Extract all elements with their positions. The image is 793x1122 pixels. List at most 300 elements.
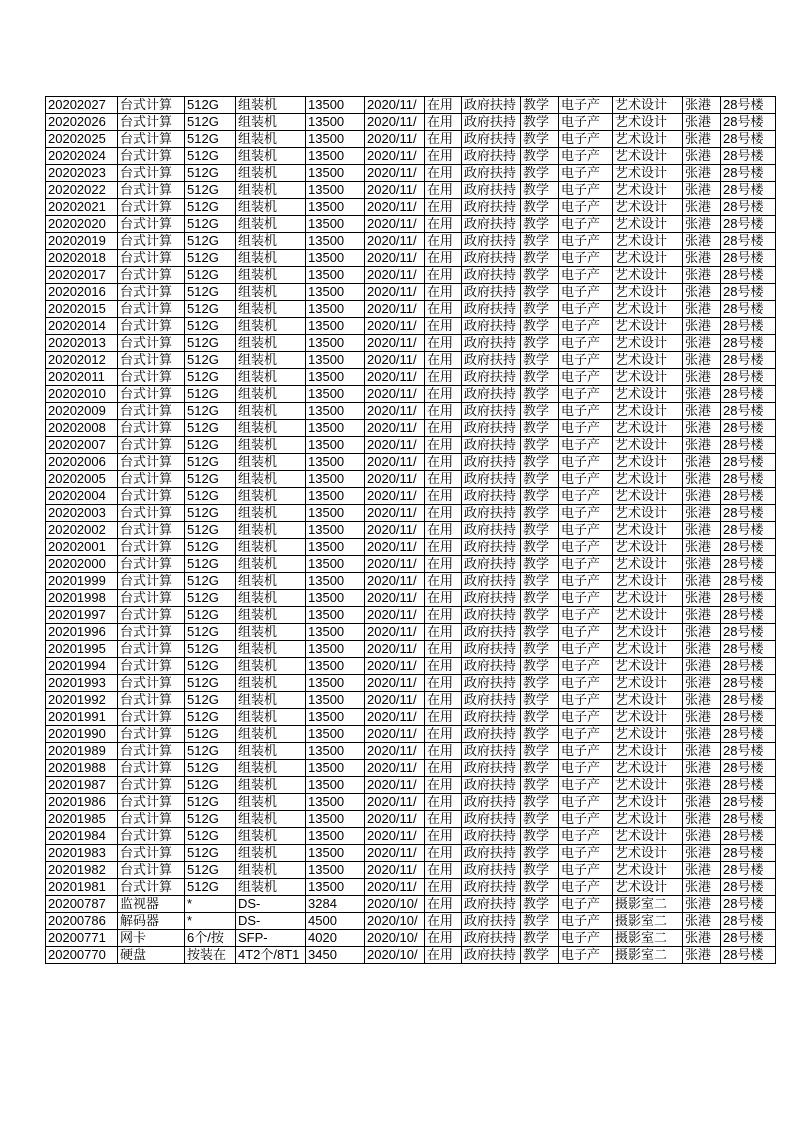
location-cell: 28号楼 [721, 165, 776, 182]
asset-id-cell: 20202020 [46, 216, 118, 233]
custodian-cell: 张港 [683, 573, 721, 590]
table-row [46, 114, 776, 131]
department-cell: 艺术设计 [613, 318, 683, 335]
usage-cell: 教学 [521, 641, 559, 658]
status-cell: 在用 [425, 828, 462, 845]
funding-source-cell: 政府扶持 [462, 335, 521, 352]
asset-id-cell: 20201989 [46, 743, 118, 760]
status-cell: 在用 [425, 454, 462, 471]
funding-source-cell: 政府扶持 [462, 573, 521, 590]
purchase-date-cell: 2020/10/ [365, 930, 425, 947]
location-cell: 28号楼 [721, 522, 776, 539]
spec-cell: 512G [185, 352, 236, 369]
funding-source-cell: 政府扶持 [462, 692, 521, 709]
category-cell: 电子产 [559, 539, 613, 556]
spec-cell: 512G [185, 811, 236, 828]
location-cell: 28号楼 [721, 675, 776, 692]
status-cell: 在用 [425, 947, 462, 964]
asset-name-cell: 台式计算 [118, 403, 185, 420]
price-cell: 13500 [306, 114, 365, 131]
department-cell: 艺术设计 [613, 811, 683, 828]
custodian-cell: 张港 [683, 131, 721, 148]
table-row [46, 267, 776, 284]
asset-id-cell: 20202004 [46, 488, 118, 505]
spec-cell: 512G [185, 386, 236, 403]
usage-cell: 教学 [521, 505, 559, 522]
usage-cell: 教学 [521, 216, 559, 233]
table-row [46, 165, 776, 182]
asset-name-cell: 台式计算 [118, 420, 185, 437]
purchase-date-cell: 2020/11/ [365, 845, 425, 862]
asset-id-cell: 20202017 [46, 267, 118, 284]
price-cell: 13500 [306, 318, 365, 335]
asset-id-cell: 20201991 [46, 709, 118, 726]
custodian-cell: 张港 [683, 930, 721, 947]
model-cell: 组装机 [236, 624, 306, 641]
model-cell: 组装机 [236, 777, 306, 794]
status-cell: 在用 [425, 199, 462, 216]
purchase-date-cell: 2020/11/ [365, 488, 425, 505]
model-cell: SFP- [236, 930, 306, 947]
price-cell: 13500 [306, 182, 365, 199]
asset-name-cell: 台式计算 [118, 182, 185, 199]
department-cell: 艺术设计 [613, 216, 683, 233]
status-cell: 在用 [425, 131, 462, 148]
funding-source-cell: 政府扶持 [462, 131, 521, 148]
model-cell: 组装机 [236, 114, 306, 131]
status-cell: 在用 [425, 403, 462, 420]
custodian-cell: 张港 [683, 97, 721, 114]
custodian-cell: 张港 [683, 777, 721, 794]
usage-cell: 教学 [521, 284, 559, 301]
department-cell: 艺术设计 [613, 182, 683, 199]
asset-name-cell: 台式计算 [118, 216, 185, 233]
asset-name-cell: 台式计算 [118, 335, 185, 352]
price-cell: 13500 [306, 607, 365, 624]
spec-cell: 512G [185, 199, 236, 216]
model-cell: 组装机 [236, 454, 306, 471]
price-cell: 3450 [306, 947, 365, 964]
spec-cell: 512G [185, 318, 236, 335]
custodian-cell: 张港 [683, 862, 721, 879]
table-row [46, 437, 776, 454]
funding-source-cell: 政府扶持 [462, 811, 521, 828]
spec-cell: 512G [185, 692, 236, 709]
custodian-cell: 张港 [683, 947, 721, 964]
price-cell: 13500 [306, 216, 365, 233]
asset-id-cell: 20202000 [46, 556, 118, 573]
usage-cell: 教学 [521, 250, 559, 267]
status-cell: 在用 [425, 675, 462, 692]
status-cell: 在用 [425, 726, 462, 743]
category-cell: 电子产 [559, 658, 613, 675]
asset-id-cell: 20201987 [46, 777, 118, 794]
status-cell: 在用 [425, 148, 462, 165]
asset-name-cell: 监视器 [118, 896, 185, 913]
asset-id-cell: 20200786 [46, 913, 118, 930]
price-cell: 13500 [306, 641, 365, 658]
asset-name-cell: 台式计算 [118, 488, 185, 505]
status-cell: 在用 [425, 539, 462, 556]
asset-id-cell: 20201983 [46, 845, 118, 862]
usage-cell: 教学 [521, 794, 559, 811]
purchase-date-cell: 2020/11/ [365, 369, 425, 386]
usage-cell: 教学 [521, 777, 559, 794]
asset-name-cell: 台式计算 [118, 760, 185, 777]
table-row [46, 930, 776, 947]
table-row [46, 828, 776, 845]
location-cell: 28号楼 [721, 811, 776, 828]
price-cell: 13500 [306, 301, 365, 318]
table-row [46, 522, 776, 539]
status-cell: 在用 [425, 420, 462, 437]
spec-cell: 512G [185, 726, 236, 743]
price-cell: 3284 [306, 896, 365, 913]
department-cell: 艺术设计 [613, 760, 683, 777]
category-cell: 电子产 [559, 879, 613, 896]
funding-source-cell: 政府扶持 [462, 624, 521, 641]
funding-source-cell: 政府扶持 [462, 471, 521, 488]
status-cell: 在用 [425, 233, 462, 250]
asset-id-cell: 20202019 [46, 233, 118, 250]
usage-cell: 教学 [521, 743, 559, 760]
model-cell: 组装机 [236, 811, 306, 828]
usage-cell: 教学 [521, 828, 559, 845]
purchase-date-cell: 2020/11/ [365, 386, 425, 403]
funding-source-cell: 政府扶持 [462, 590, 521, 607]
asset-id-cell: 20201994 [46, 658, 118, 675]
spec-cell: 512G [185, 607, 236, 624]
category-cell: 电子产 [559, 828, 613, 845]
funding-source-cell: 政府扶持 [462, 522, 521, 539]
asset-id-cell: 20201985 [46, 811, 118, 828]
asset-id-cell: 20201981 [46, 879, 118, 896]
purchase-date-cell: 2020/11/ [365, 862, 425, 879]
asset-name-cell: 台式计算 [118, 777, 185, 794]
model-cell: 组装机 [236, 369, 306, 386]
department-cell: 艺术设计 [613, 165, 683, 182]
department-cell: 艺术设计 [613, 658, 683, 675]
status-cell: 在用 [425, 760, 462, 777]
location-cell: 28号楼 [721, 182, 776, 199]
spec-cell: 6个/按 [185, 930, 236, 947]
usage-cell: 教学 [521, 131, 559, 148]
table-row [46, 454, 776, 471]
asset-name-cell: 台式计算 [118, 522, 185, 539]
usage-cell: 教学 [521, 267, 559, 284]
price-cell: 13500 [306, 862, 365, 879]
funding-source-cell: 政府扶持 [462, 352, 521, 369]
custodian-cell: 张港 [683, 182, 721, 199]
table-row [46, 352, 776, 369]
funding-source-cell: 政府扶持 [462, 726, 521, 743]
asset-id-cell: 20202003 [46, 505, 118, 522]
department-cell: 艺术设计 [613, 199, 683, 216]
asset-id-cell: 20202024 [46, 148, 118, 165]
status-cell: 在用 [425, 709, 462, 726]
funding-source-cell: 政府扶持 [462, 845, 521, 862]
spec-cell: 512G [185, 131, 236, 148]
status-cell: 在用 [425, 896, 462, 913]
department-cell: 摄影室二 [613, 896, 683, 913]
department-cell: 艺术设计 [613, 301, 683, 318]
status-cell: 在用 [425, 624, 462, 641]
funding-source-cell: 政府扶持 [462, 420, 521, 437]
custodian-cell: 张港 [683, 369, 721, 386]
asset-id-cell: 20202014 [46, 318, 118, 335]
price-cell: 13500 [306, 658, 365, 675]
table-row [46, 301, 776, 318]
asset-id-cell: 20201982 [46, 862, 118, 879]
usage-cell: 教学 [521, 845, 559, 862]
location-cell: 28号楼 [721, 556, 776, 573]
table-row [46, 675, 776, 692]
asset-name-cell: 网卡 [118, 930, 185, 947]
table-row [46, 318, 776, 335]
purchase-date-cell: 2020/11/ [365, 114, 425, 131]
department-cell: 艺术设计 [613, 828, 683, 845]
model-cell: 组装机 [236, 590, 306, 607]
purchase-date-cell: 2020/11/ [365, 590, 425, 607]
asset-name-cell: 台式计算 [118, 148, 185, 165]
location-cell: 28号楼 [721, 114, 776, 131]
table-row [46, 131, 776, 148]
asset-name-cell: 台式计算 [118, 726, 185, 743]
price-cell: 13500 [306, 556, 365, 573]
department-cell: 艺术设计 [613, 488, 683, 505]
status-cell: 在用 [425, 97, 462, 114]
status-cell: 在用 [425, 879, 462, 896]
asset-name-cell: 台式计算 [118, 862, 185, 879]
funding-source-cell: 政府扶持 [462, 794, 521, 811]
model-cell: DS- [236, 896, 306, 913]
category-cell: 电子产 [559, 216, 613, 233]
spec-cell: 512G [185, 539, 236, 556]
custodian-cell: 张港 [683, 233, 721, 250]
funding-source-cell: 政府扶持 [462, 403, 521, 420]
asset-id-cell: 20201992 [46, 692, 118, 709]
model-cell: 组装机 [236, 726, 306, 743]
status-cell: 在用 [425, 522, 462, 539]
location-cell: 28号楼 [721, 488, 776, 505]
asset-name-cell: 台式计算 [118, 131, 185, 148]
asset-id-cell: 20201995 [46, 641, 118, 658]
asset-id-cell: 20202021 [46, 199, 118, 216]
category-cell: 电子产 [559, 896, 613, 913]
table-row [46, 488, 776, 505]
table-row [46, 896, 776, 913]
category-cell: 电子产 [559, 199, 613, 216]
asset-name-cell: 台式计算 [118, 114, 185, 131]
status-cell: 在用 [425, 641, 462, 658]
location-cell: 28号楼 [721, 760, 776, 777]
asset-id-cell: 20201997 [46, 607, 118, 624]
model-cell: 组装机 [236, 505, 306, 522]
funding-source-cell: 政府扶持 [462, 777, 521, 794]
custodian-cell: 张港 [683, 403, 721, 420]
asset-id-cell: 20201984 [46, 828, 118, 845]
custodian-cell: 张港 [683, 692, 721, 709]
custodian-cell: 张港 [683, 318, 721, 335]
category-cell: 电子产 [559, 556, 613, 573]
asset-id-cell: 20202009 [46, 403, 118, 420]
spec-cell: 512G [185, 148, 236, 165]
purchase-date-cell: 2020/11/ [365, 131, 425, 148]
table-row [46, 97, 776, 114]
model-cell: 组装机 [236, 573, 306, 590]
funding-source-cell: 政府扶持 [462, 437, 521, 454]
location-cell: 28号楼 [721, 930, 776, 947]
department-cell: 艺术设计 [613, 794, 683, 811]
category-cell: 电子产 [559, 471, 613, 488]
custodian-cell: 张港 [683, 845, 721, 862]
asset-id-cell: 20201996 [46, 624, 118, 641]
asset-id-cell: 20200770 [46, 947, 118, 964]
usage-cell: 教学 [521, 539, 559, 556]
category-cell: 电子产 [559, 148, 613, 165]
table-row [46, 250, 776, 267]
department-cell: 艺术设计 [613, 403, 683, 420]
asset-name-cell: 台式计算 [118, 556, 185, 573]
location-cell: 28号楼 [721, 301, 776, 318]
spec-cell: 512G [185, 250, 236, 267]
spec-cell: 512G [185, 845, 236, 862]
purchase-date-cell: 2020/11/ [365, 573, 425, 590]
category-cell: 电子产 [559, 794, 613, 811]
department-cell: 艺术设计 [613, 726, 683, 743]
purchase-date-cell: 2020/11/ [365, 165, 425, 182]
status-cell: 在用 [425, 590, 462, 607]
funding-source-cell: 政府扶持 [462, 369, 521, 386]
category-cell: 电子产 [559, 590, 613, 607]
asset-name-cell: 台式计算 [118, 454, 185, 471]
custodian-cell: 张港 [683, 284, 721, 301]
table-row [46, 811, 776, 828]
custodian-cell: 张港 [683, 437, 721, 454]
model-cell: 组装机 [236, 556, 306, 573]
status-cell: 在用 [425, 335, 462, 352]
custodian-cell: 张港 [683, 641, 721, 658]
price-cell: 13500 [306, 488, 365, 505]
asset-name-cell: 台式计算 [118, 284, 185, 301]
table-row [46, 777, 776, 794]
asset-name-cell: 台式计算 [118, 624, 185, 641]
department-cell: 艺术设计 [613, 267, 683, 284]
location-cell: 28号楼 [721, 233, 776, 250]
model-cell: 组装机 [236, 862, 306, 879]
model-cell: 组装机 [236, 165, 306, 182]
purchase-date-cell: 2020/11/ [365, 709, 425, 726]
status-cell: 在用 [425, 114, 462, 131]
table-row [46, 420, 776, 437]
table-row [46, 607, 776, 624]
spec-cell: 512G [185, 369, 236, 386]
location-cell: 28号楼 [721, 709, 776, 726]
purchase-date-cell: 2020/11/ [365, 794, 425, 811]
asset-id-cell: 20200787 [46, 896, 118, 913]
category-cell: 电子产 [559, 369, 613, 386]
funding-source-cell: 政府扶持 [462, 743, 521, 760]
funding-source-cell: 政府扶持 [462, 454, 521, 471]
category-cell: 电子产 [559, 335, 613, 352]
spec-cell: 按装在 [185, 947, 236, 964]
model-cell: 组装机 [236, 437, 306, 454]
location-cell: 28号楼 [721, 539, 776, 556]
asset-id-cell: 20200771 [46, 930, 118, 947]
model-cell: 4T2个/8T1 [236, 947, 306, 964]
price-cell: 13500 [306, 811, 365, 828]
usage-cell: 教学 [521, 182, 559, 199]
purchase-date-cell: 2020/11/ [365, 726, 425, 743]
price-cell: 13500 [306, 539, 365, 556]
price-cell: 13500 [306, 267, 365, 284]
category-cell: 电子产 [559, 233, 613, 250]
category-cell: 电子产 [559, 301, 613, 318]
model-cell: 组装机 [236, 879, 306, 896]
price-cell: 13500 [306, 743, 365, 760]
status-cell: 在用 [425, 743, 462, 760]
model-cell: DS- [236, 913, 306, 930]
model-cell: 组装机 [236, 692, 306, 709]
location-cell: 28号楼 [721, 896, 776, 913]
department-cell: 艺术设计 [613, 675, 683, 692]
purchase-date-cell: 2020/11/ [365, 692, 425, 709]
category-cell: 电子产 [559, 692, 613, 709]
category-cell: 电子产 [559, 437, 613, 454]
model-cell: 组装机 [236, 131, 306, 148]
purchase-date-cell: 2020/11/ [365, 267, 425, 284]
asset-id-cell: 20202002 [46, 522, 118, 539]
location-cell: 28号楼 [721, 335, 776, 352]
asset-id-cell: 20202026 [46, 114, 118, 131]
status-cell: 在用 [425, 284, 462, 301]
status-cell: 在用 [425, 556, 462, 573]
spec-cell: 512G [185, 437, 236, 454]
spec-cell: 512G [185, 879, 236, 896]
status-cell: 在用 [425, 794, 462, 811]
purchase-date-cell: 2020/11/ [365, 437, 425, 454]
category-cell: 电子产 [559, 182, 613, 199]
category-cell: 电子产 [559, 522, 613, 539]
table-row [46, 845, 776, 862]
usage-cell: 教学 [521, 913, 559, 930]
price-cell: 13500 [306, 437, 365, 454]
spec-cell: 512G [185, 641, 236, 658]
purchase-date-cell: 2020/11/ [365, 352, 425, 369]
location-cell: 28号楼 [721, 471, 776, 488]
model-cell: 组装机 [236, 675, 306, 692]
model-cell: 组装机 [236, 250, 306, 267]
purchase-date-cell: 2020/11/ [365, 556, 425, 573]
category-cell: 电子产 [559, 420, 613, 437]
spec-cell: 512G [185, 828, 236, 845]
table-row [46, 658, 776, 675]
custodian-cell: 张港 [683, 165, 721, 182]
status-cell: 在用 [425, 369, 462, 386]
category-cell: 电子产 [559, 505, 613, 522]
table-row [46, 709, 776, 726]
department-cell: 艺术设计 [613, 352, 683, 369]
department-cell: 艺术设计 [613, 641, 683, 658]
model-cell: 组装机 [236, 641, 306, 658]
table-row [46, 284, 776, 301]
purchase-date-cell: 2020/11/ [365, 607, 425, 624]
purchase-date-cell: 2020/11/ [365, 522, 425, 539]
table-row [46, 369, 776, 386]
spec-cell: 512G [185, 760, 236, 777]
spec-cell: 512G [185, 624, 236, 641]
asset-id-cell: 20201998 [46, 590, 118, 607]
